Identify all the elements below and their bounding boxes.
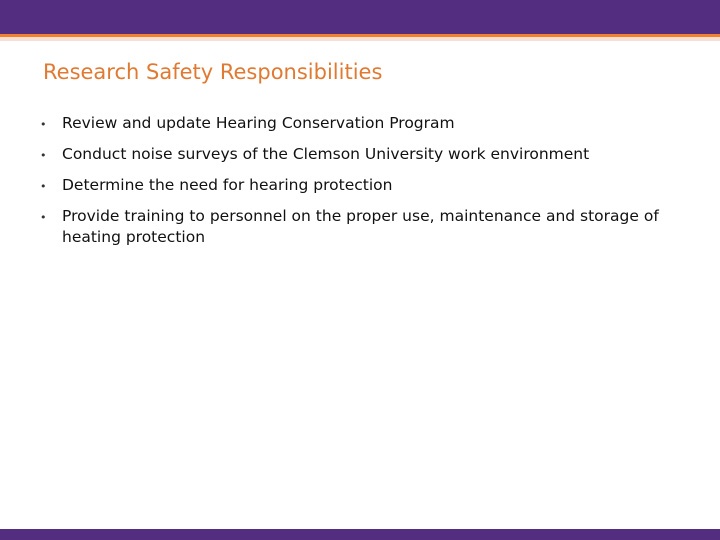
header-light-rule [0, 37, 720, 41]
bullet-item-noise-surveys: • Conduct noise surveys of the Clemson University work environment [40, 144, 680, 165]
header-bar [0, 0, 720, 34]
bullet-item-review-program: • Review and update Hearing Conservation Program [40, 113, 680, 134]
bullet-item-training: • Provide training to personnel on the proper use, maintenance and storage of heating protection [40, 206, 680, 248]
bullet-list [40, 113, 680, 258]
footer-bar [0, 529, 720, 540]
bullet-item-hearing-protection-need: • Determine the need for hearing protection [40, 175, 680, 196]
slide-title: Research Safety Responsibilities [43, 60, 383, 84]
